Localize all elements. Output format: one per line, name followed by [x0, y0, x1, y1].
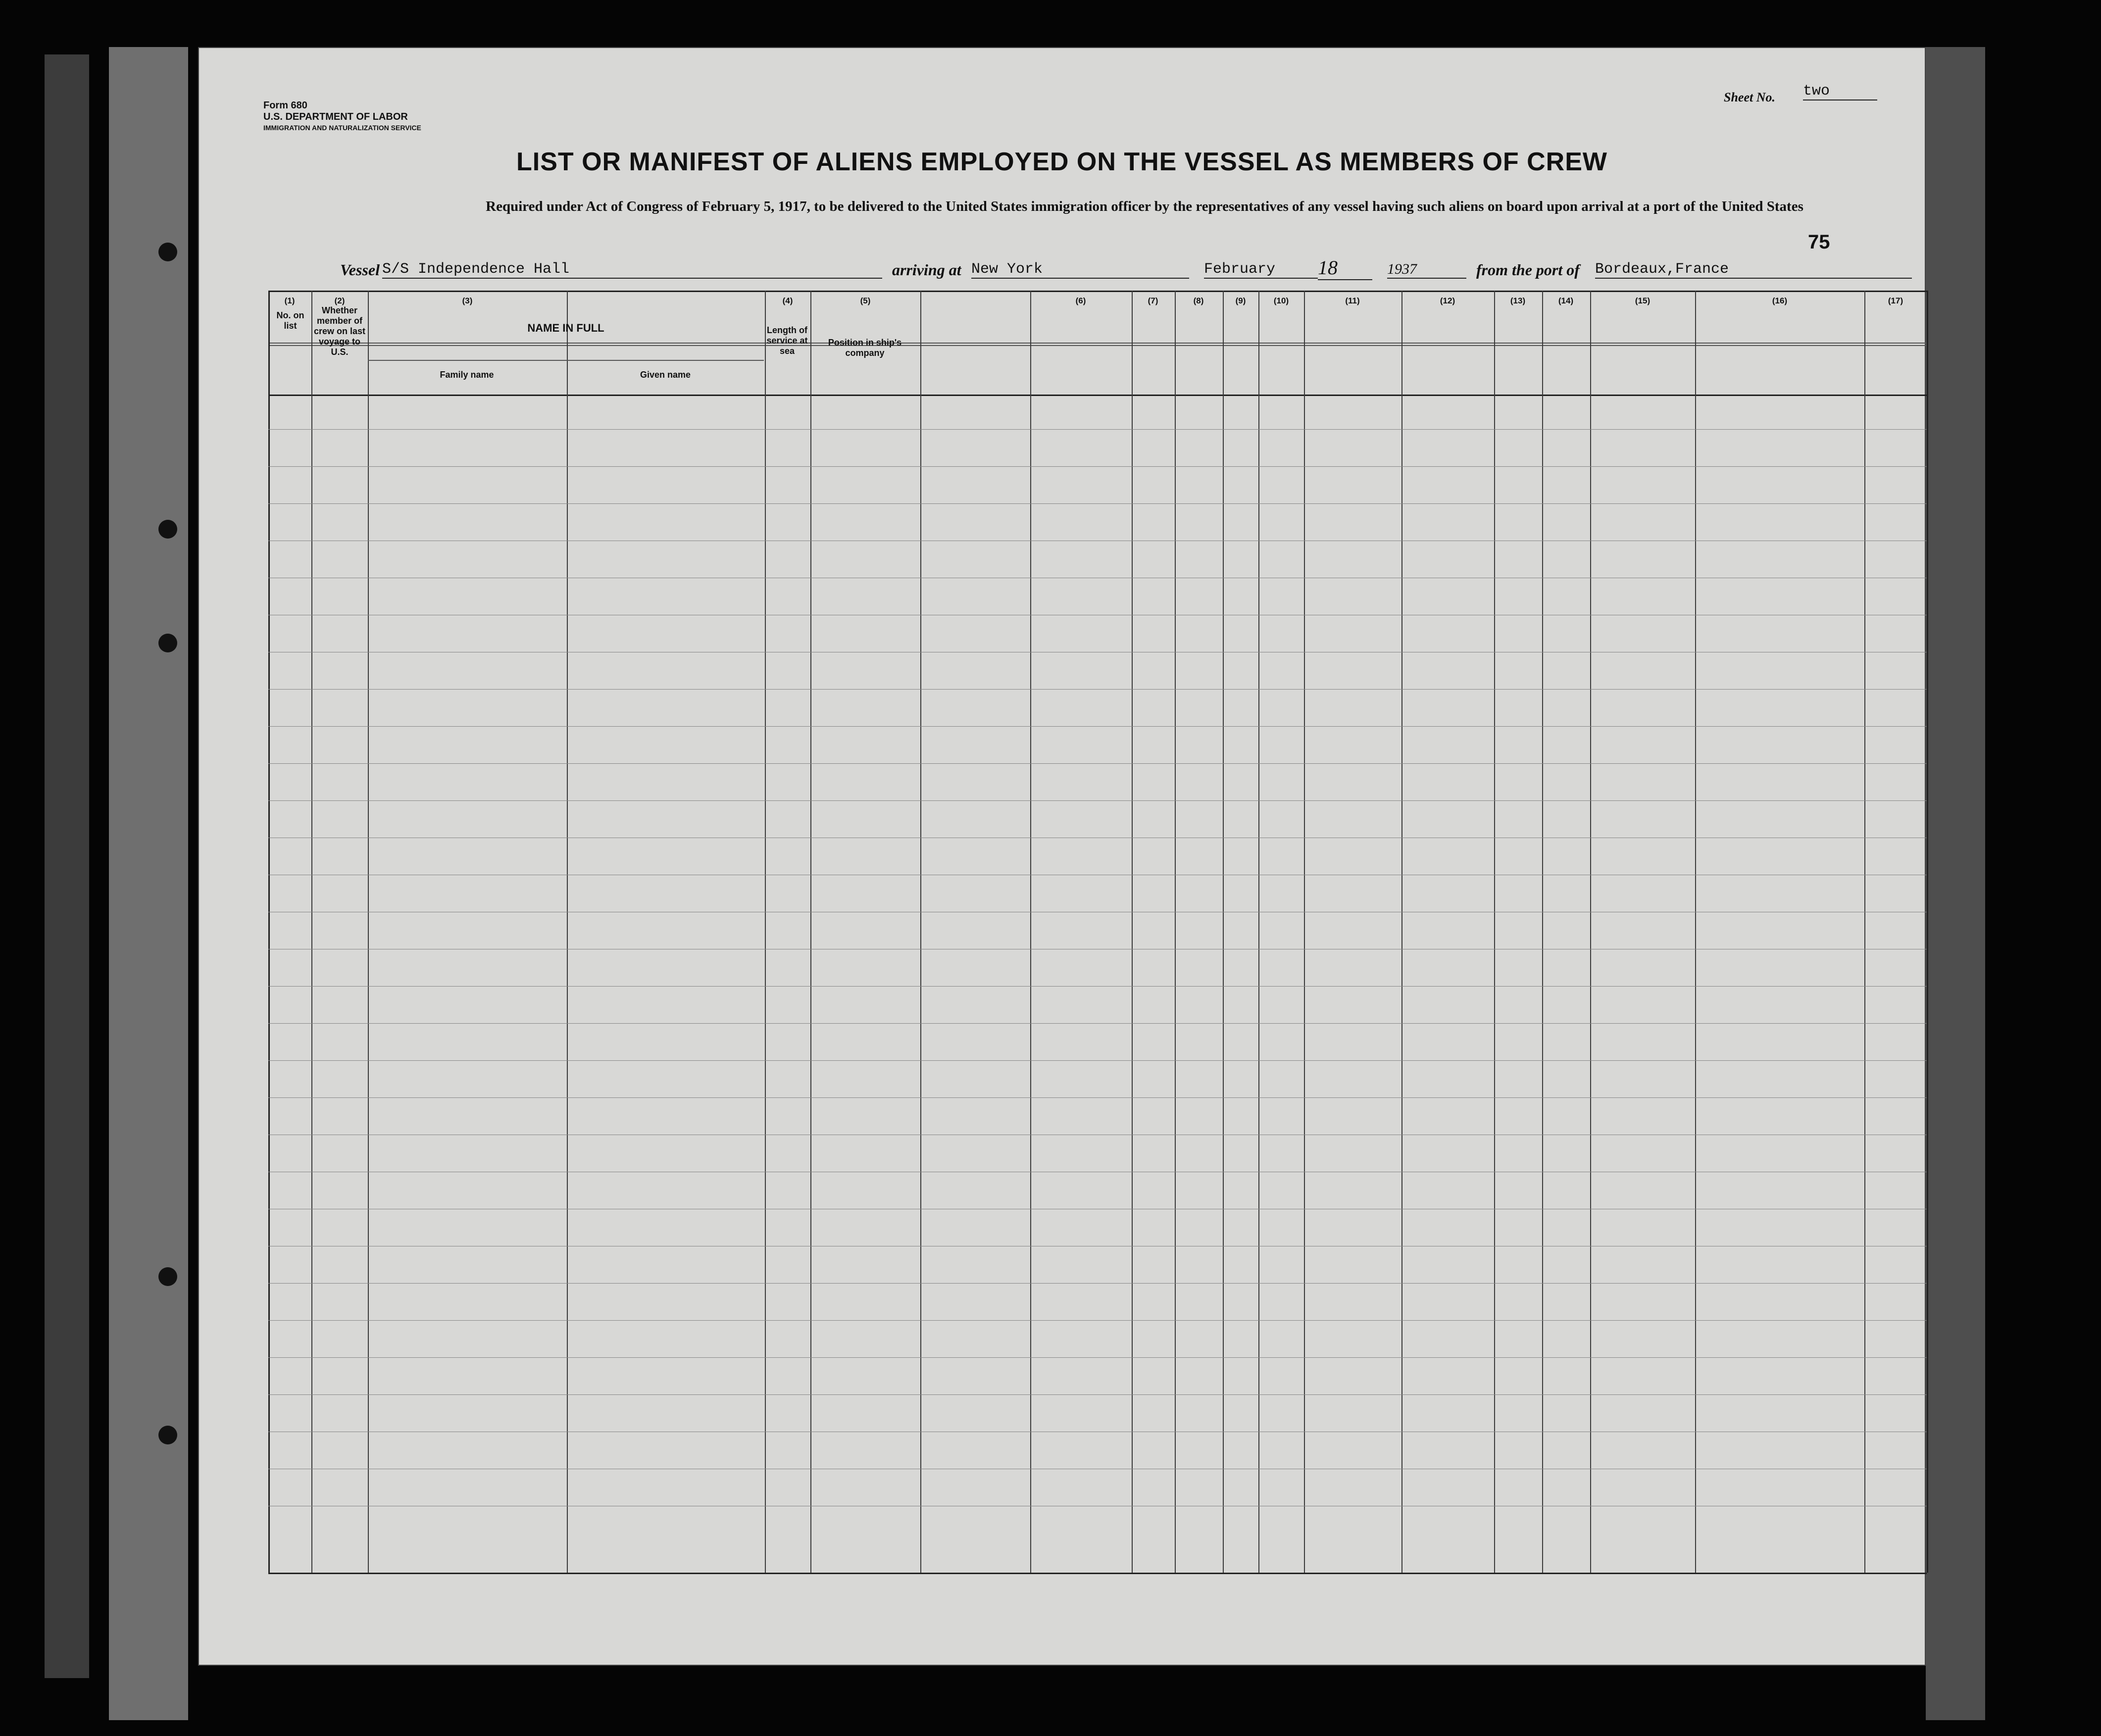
date-day: 18 — [1318, 256, 1372, 280]
column-divider — [1223, 291, 1224, 1573]
column-divider — [1401, 291, 1402, 1573]
row-divider — [268, 1097, 1927, 1098]
vessel-label: Vessel — [340, 261, 380, 279]
column-divider — [368, 291, 369, 1573]
row-divider — [268, 1283, 1927, 1284]
row-divider — [268, 1394, 1927, 1395]
column-number: (7) — [1148, 296, 1158, 305]
col-family-header: Family name — [440, 370, 494, 380]
column-number: (17) — [1888, 296, 1903, 305]
right-binder-edge — [1926, 47, 1985, 1720]
binder-edge-dark — [45, 54, 89, 1678]
col-no-header: No. on list — [276, 310, 304, 331]
vessel-field: S/S Independence Hall — [382, 261, 882, 279]
row-divider — [268, 726, 1927, 727]
column-divider — [1542, 291, 1543, 1573]
column-divider — [1132, 291, 1133, 1573]
column-number: (9) — [1235, 296, 1246, 305]
column-divider — [311, 291, 312, 1573]
column-number: (15) — [1635, 296, 1651, 305]
department: U.S. DEPARTMENT OF LABOR — [263, 111, 408, 122]
punch-hole — [158, 634, 177, 652]
column-divider — [268, 291, 270, 1573]
form-number: Form 680 — [263, 100, 307, 111]
from-label: from the port of — [1476, 261, 1580, 279]
col-given-header: Given name — [640, 370, 691, 380]
column-number: (3) — [462, 296, 473, 305]
column-divider — [1494, 291, 1495, 1573]
column-number: (8) — [1193, 296, 1204, 305]
row-divider — [268, 1357, 1927, 1358]
column-number: (13) — [1510, 296, 1526, 305]
page-title: LIST OR MANIFEST OF ALIENS EMPLOYED ON THE VESSEL AS MEMBERS OF CREW — [516, 148, 1607, 176]
row-divider — [268, 1023, 1927, 1024]
binder-edge — [109, 47, 188, 1720]
column-divider — [1590, 291, 1591, 1573]
punch-hole — [158, 520, 177, 539]
col-service-header: Length of service at sea — [766, 325, 808, 356]
row-divider — [268, 986, 1927, 987]
manifest-sheet — [198, 47, 1926, 1666]
row-divider — [268, 503, 1927, 504]
sheet-label: Sheet No. — [1724, 90, 1775, 104]
punch-hole — [158, 1267, 177, 1286]
column-number: (5) — [860, 296, 871, 305]
column-number: (10) — [1273, 296, 1289, 305]
table-top-border — [268, 291, 1927, 292]
column-number: (1) — [284, 296, 295, 305]
row-divider — [268, 800, 1927, 801]
row-divider — [268, 1060, 1927, 1061]
punch-hole — [158, 1426, 177, 1444]
name-subdivider — [368, 360, 764, 361]
column-number: (2) — [334, 296, 345, 305]
column-divider — [567, 291, 568, 1573]
column-divider — [1258, 291, 1259, 1573]
row-divider — [268, 429, 1927, 430]
col-position-header: Position in ship's company — [828, 338, 902, 358]
date-month: February — [1204, 261, 1318, 279]
punch-hole — [158, 243, 177, 261]
service: IMMIGRATION AND NATURALIZATION SERVICE — [263, 124, 421, 132]
table-bottom-border — [268, 1573, 1927, 1574]
column-number: (12) — [1440, 296, 1455, 305]
column-divider — [1304, 291, 1305, 1573]
col-prev-voyage-header: Whether member of crew on last voyage to U.S. — [313, 305, 366, 357]
column-number: (11) — [1345, 296, 1360, 305]
row-divider — [268, 1320, 1927, 1321]
header-num-divider — [268, 343, 1927, 344]
column-divider — [765, 291, 766, 1573]
column-divider — [920, 291, 921, 1573]
col-name-group: NAME IN FULL — [527, 322, 604, 334]
date-year: 1937 — [1387, 261, 1466, 279]
column-divider — [1695, 291, 1696, 1573]
arriving-label: arriving at — [892, 261, 961, 279]
column-divider — [1927, 291, 1928, 1573]
column-divider — [1864, 291, 1865, 1573]
from-field: Bordeaux,France — [1595, 261, 1912, 279]
column-number: (16) — [1772, 296, 1788, 305]
arriving-field: New York — [971, 261, 1189, 279]
header-bottom-border — [268, 395, 1927, 396]
row-divider — [268, 466, 1927, 467]
column-divider — [1175, 291, 1176, 1573]
header-divider — [268, 345, 1927, 346]
column-divider — [810, 291, 811, 1573]
sheet-value: two — [1803, 83, 1877, 100]
row-divider — [268, 689, 1927, 690]
page-number: 75 — [1808, 231, 1830, 253]
column-number: (14) — [1558, 296, 1574, 305]
column-number: (6) — [1075, 296, 1086, 305]
column-number: (4) — [782, 296, 793, 305]
column-divider — [1030, 291, 1031, 1573]
row-divider — [268, 763, 1927, 764]
page-subtitle: Required under Act of Congress of February 5, 1917, to be delivered to the United States immigration officer by the representatives of any vessel having such aliens on board upon arrival at a port of the United States — [486, 198, 1803, 214]
